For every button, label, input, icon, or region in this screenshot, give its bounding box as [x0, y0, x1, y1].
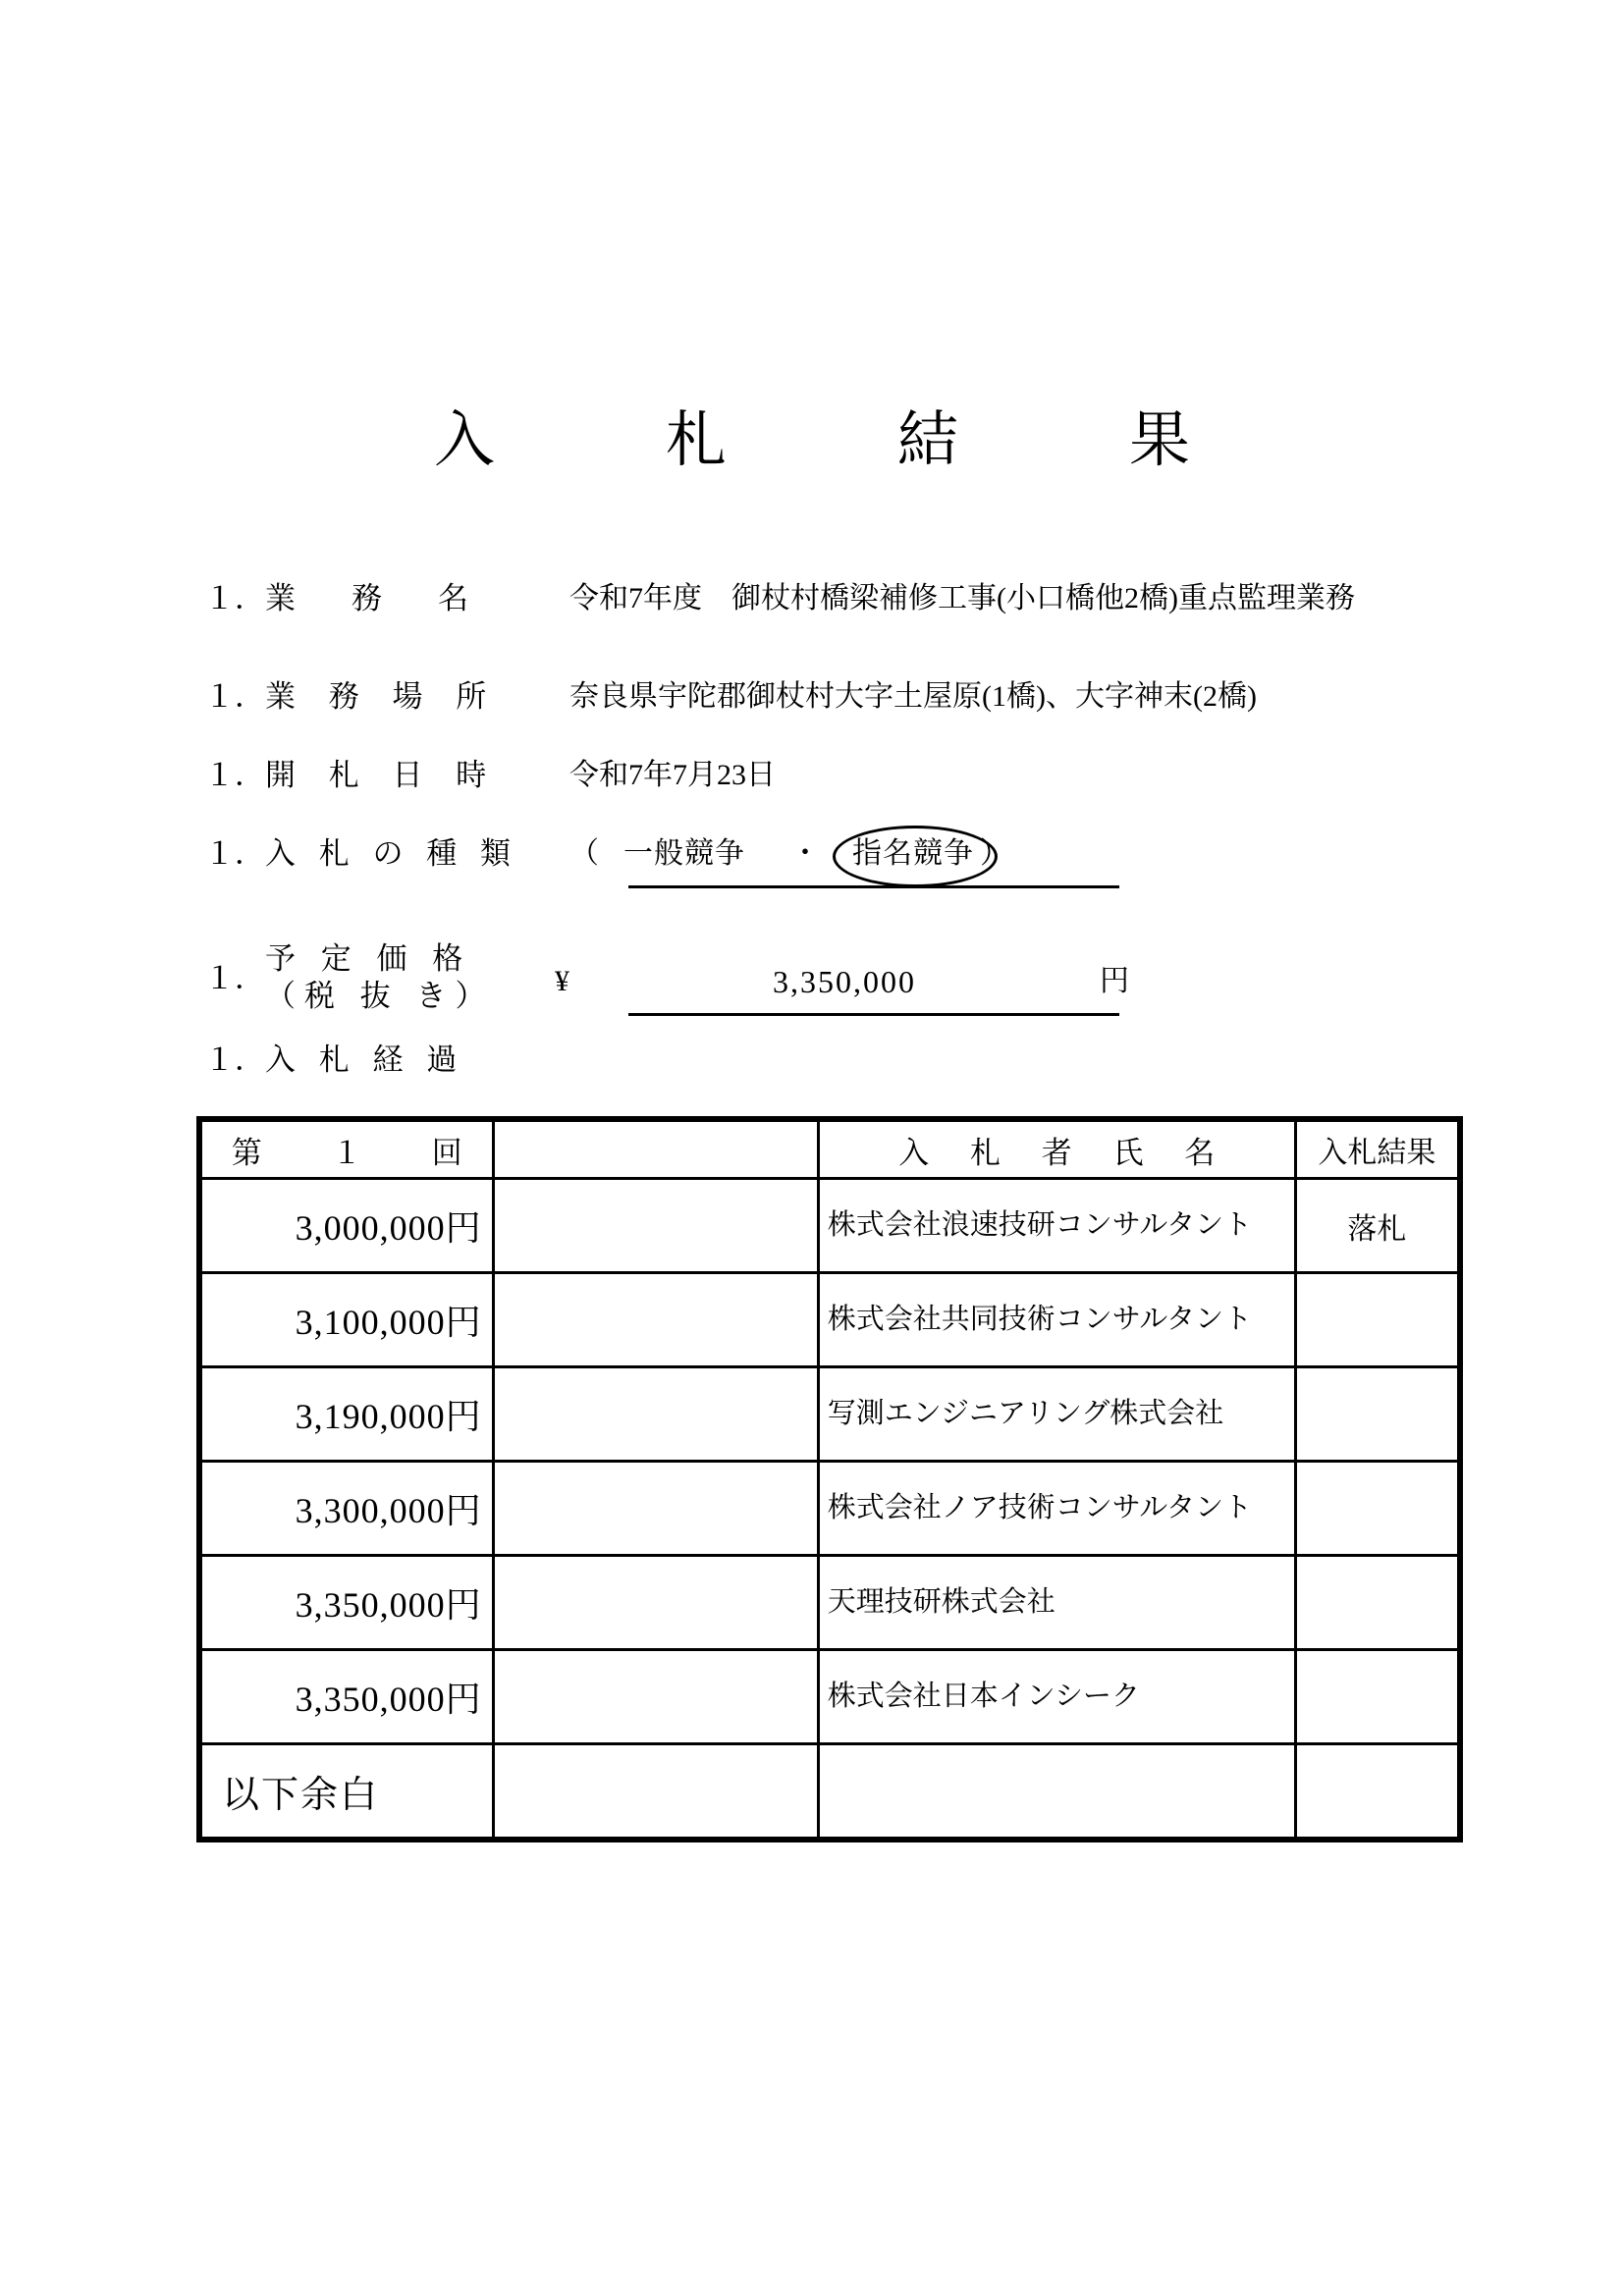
page-title: 入 札 結 果 [433, 407, 1245, 474]
planned-price-underline [628, 1013, 1119, 1016]
bidder-name-text: 写測エンジニアリング株式会社 [827, 1398, 1224, 1429]
header-round-label: 第 １ 回 [231, 1135, 482, 1170]
header-cell-result [1295, 1119, 1460, 1179]
bid-amount-text: 3,100,000円 [295, 1303, 482, 1342]
paren-close: ） [980, 837, 1009, 870]
value-project-location: 奈良県宇陀郡御杖村大字土屋原(1橋)、大字神末(2橋) [569, 680, 1257, 713]
label-text: 業 務 名 [265, 581, 481, 615]
header-bidder-label: 入 札 者 氏 名 [898, 1135, 1232, 1170]
table-row [199, 1462, 1460, 1556]
label-text: 入 札 経 過 [265, 1042, 465, 1077]
option-separator: ・ [790, 837, 820, 870]
label-stack [265, 940, 495, 1015]
table-row [199, 1367, 1460, 1462]
bid-amount-text: 3,300,000円 [295, 1491, 482, 1530]
value-project-name: 令和7年度 御杖村橋梁補修工事(小口橋他2橋)重点監理業務 [569, 582, 1355, 614]
cell-blank [493, 1556, 818, 1650]
header-cell-bidder [818, 1119, 1295, 1179]
label-project-location [204, 677, 499, 717]
cell-blank [493, 1462, 818, 1556]
cell-bid-result [1295, 1650, 1460, 1744]
bid-amount-text: 3,350,000円 [295, 1680, 482, 1719]
cell-bid-amount [199, 1367, 493, 1462]
item-number: １． [204, 1042, 265, 1077]
cell-blank [493, 1179, 818, 1273]
item-number: １． [204, 961, 265, 995]
paren-open: （ [569, 837, 599, 870]
cell-bidder-name [818, 1462, 1295, 1556]
cell-bid-amount [199, 1556, 493, 1650]
currency-symbol: ¥ [555, 965, 569, 997]
cell-bidder-name [818, 1179, 1295, 1273]
cell-bid-amount [199, 1650, 493, 1744]
option-designated-competition[interactable]: 指名競争 [852, 837, 974, 870]
header-cell-blank [493, 1119, 818, 1179]
header-cell-round [199, 1119, 493, 1179]
label-text: 入 札 の 種 類 [265, 836, 518, 871]
cell-bidder-name [818, 1556, 1295, 1650]
table-row [199, 1179, 1460, 1273]
table-row [199, 1273, 1460, 1367]
cell-blank [493, 1744, 818, 1841]
cell-bid-amount [199, 1462, 493, 1556]
label-text: 業 務 場 所 [265, 679, 500, 714]
option-open-competition[interactable]: 一般競争 [623, 837, 745, 870]
cell-blank [493, 1650, 818, 1744]
cell-bidder-name [818, 1650, 1295, 1744]
header-result-label: 入札結果 [1318, 1137, 1436, 1169]
table-header-row [199, 1119, 1460, 1179]
bidder-name-text: 株式会社ノア技術コンサルタント [827, 1492, 1253, 1523]
label-bid-opening-date [204, 756, 499, 795]
table-row [199, 1556, 1460, 1650]
bidder-name-text: 株式会社浪速技研コンサルタント [827, 1209, 1253, 1241]
label-text: 開 札 日 時 [265, 758, 500, 792]
cell-bid-result [1295, 1367, 1460, 1462]
cell-remaining-blank-label [199, 1744, 493, 1841]
bid-type-underline [628, 885, 1119, 888]
cell-bid-result [1295, 1462, 1460, 1556]
cell-bid-result [1295, 1744, 1460, 1841]
cell-bidder-name [818, 1744, 1295, 1841]
cell-blank [493, 1273, 818, 1367]
table-row [199, 1650, 1460, 1744]
currency-unit: 円 [1100, 965, 1129, 997]
label-project-name [204, 579, 481, 618]
cell-bidder-name [818, 1367, 1295, 1462]
bid-amount-text: 3,000,000円 [295, 1208, 482, 1248]
item-number: １． [204, 758, 265, 792]
label-bid-process [204, 1041, 464, 1080]
cell-bid-result [1295, 1273, 1460, 1367]
table-footer-row [199, 1744, 1460, 1841]
label-line-1: 予 定 価 格 [265, 941, 472, 976]
value-bid-opening-date: 令和7年7月23日 [569, 759, 776, 791]
label-bid-type [204, 834, 518, 874]
cell-blank [493, 1367, 818, 1462]
cell-bid-amount [199, 1179, 493, 1273]
selection-ellipse-icon [833, 826, 998, 887]
bid-amount-text: 3,350,000円 [295, 1585, 482, 1625]
item-number: １． [204, 836, 265, 871]
cell-bidder-name [818, 1273, 1295, 1367]
bid-result-text: 落札 [1347, 1212, 1407, 1246]
item-number: １． [204, 581, 265, 615]
cell-bid-result [1295, 1179, 1460, 1273]
bidder-name-text: 天理技研株式会社 [827, 1586, 1056, 1618]
cell-bid-result [1295, 1556, 1460, 1650]
item-number: １． [204, 679, 265, 714]
bidder-name-text: 株式会社共同技術コンサルタント [827, 1304, 1253, 1335]
bid-amount-text: 3,190,000円 [295, 1397, 482, 1436]
bid-results-table [196, 1116, 1463, 1842]
cell-bid-amount [199, 1273, 493, 1367]
label-line-2: （税 抜 き） [265, 979, 495, 1013]
remaining-blank-text: 以下余白 [222, 1775, 380, 1816]
planned-price-amount: 3,350,000 [773, 964, 916, 999]
bidder-name-text: 株式会社日本インシーク [827, 1681, 1141, 1712]
